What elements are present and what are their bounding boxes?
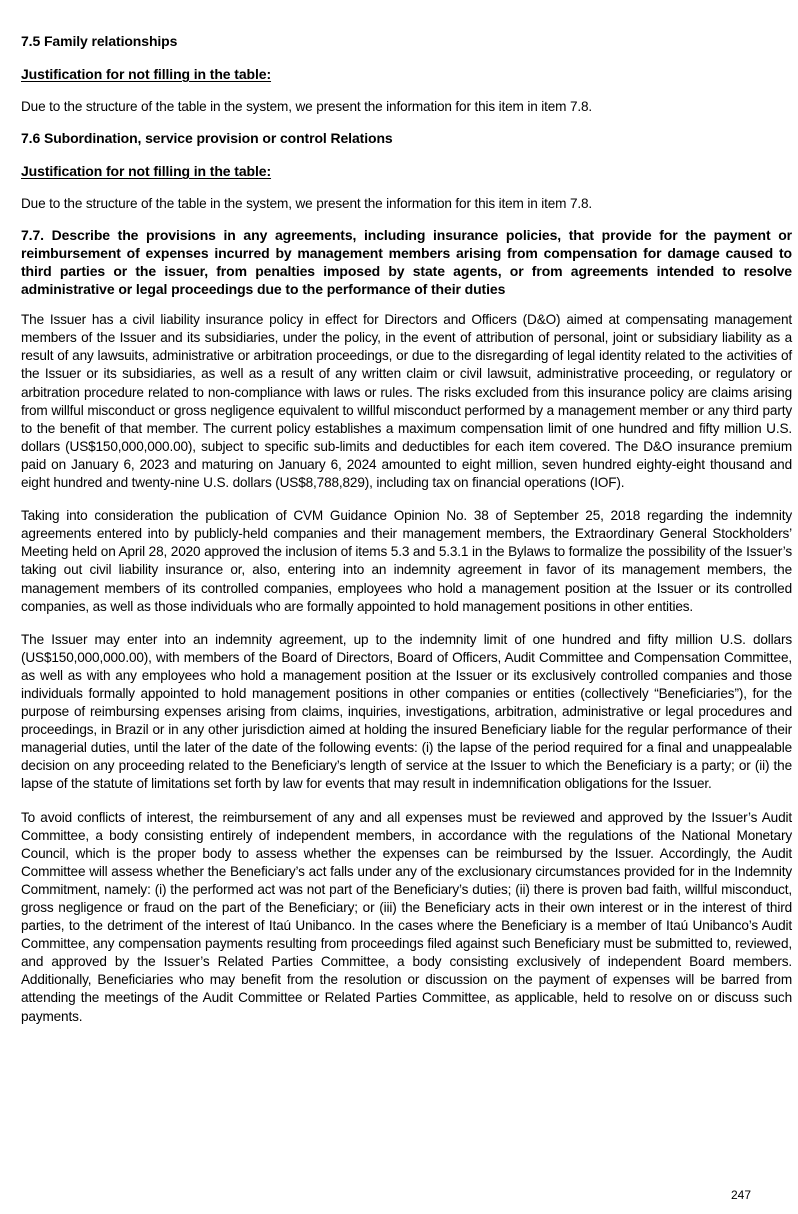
section-heading: 7.5 Family relationships bbox=[21, 33, 178, 49]
section-text: Due to the structure of the table in the system, we present the information for this item in item 7.8. bbox=[21, 99, 593, 114]
section-7-7 bbox=[21, 226, 792, 1025]
section-text: Due to the structure of the table in the system, we present the information for this item in item 7.8. bbox=[21, 196, 593, 212]
section-heading: 7.6 Subordination, service provision or control Relations bbox=[21, 130, 393, 147]
paragraph-dno-insurance: The Issuer has a civil liability insurance policy in effect for Directors and Officers (D&O) aimed at compensating management members of the Issuer and its subsidiaries, under the policy, in the event of attribution of personal, joint or subsidiary liability as a result of any lawsuits, administrative or arbitration proceedings, or due to the disregarding of legal identity related to the activities of the Issuer or its subsidiaries, as well as a result of any written claim or civil lawsuit, administrative proceeding, or regulatory or arbitration procedure related to non-compliance with laws or rules. The risks excluded from this insurance policy are claims arising from willful misconduct or gross negligence equivalent to willful misconduct performed by a management member or any third party to the benefit of that member. The current policy establishes a maximum compensation limit of one hundred and fifty million U.S. dollars (US$150,000,000.00), subject to specific sub-limits and deductibles for each item covered. The D&O insurance premium paid on January 6, 2023 and maturing on January 6, 2024 amounted to eight million, seven hundred eighty-eight thousand and eight hundred and twenty-nine U.S. dollars (US$8,788,829), including tax on financial operations (IOF). bbox=[21, 312, 792, 491]
document-page bbox=[21, 32, 792, 1041]
section-7-6 bbox=[21, 129, 792, 213]
justification-subheading: Justification for not filling in the table: bbox=[21, 163, 272, 180]
section-heading: 7.7. Describe the provisions in any agreements, including insurance policies, that provide for the payment or reimbursement of expenses incurred by management members arising from compensation for damage caused to third parties or the issuer, from penalties imposed by state agents, or from agreements intended to resolve administrative or legal proceedings due to the performance of their duties bbox=[21, 227, 792, 298]
paragraph-cvm-guidance: Taking into consideration the publication of CVM Guidance Opinion No. 38 of September 25, 2018 regarding the indemnity agreements entered into by publicly-held companies and their management members, the Extraordinary General Stockholders’ Meeting held on April 28, 2020 approved the inclusion of items 5.3 and 5.3.1 in the Bylaws to formalize the possibility of the Issuer’s taking out civil liability insurance or, also, entering into an indemnity agreement in favor of its management members, the management members of its controlled companies, employees who hold a management position at the Issuer or its controlled companies, as well as those individuals who are formally appointed to hold management positions in other entities. bbox=[21, 508, 792, 614]
justification-subheading: Justification for not filling in the table: bbox=[21, 66, 272, 82]
section-7-5 bbox=[21, 32, 792, 116]
page-number: 247 bbox=[731, 1188, 752, 1202]
paragraph-indemnity-agreement: The Issuer may enter into an indemnity agreement, up to the indemnity limit of one hundred and fifty million U.S. dollars (US$150,000,000.00), with members of the Board of Directors, Board of Officers, Audit Committee and Compensation Committee, as well as with any employees who hold a management position at the Issuer or its exclusively controlled companies and those individuals formally appointed to hold management positions in other companies or entities (collectively “Beneficiaries”), for the purpose of reimbursing expenses arising from claims, inquiries, investigations, arbitration, administrative or legal procedures and proceedings, in Brazil or in any other jurisdiction aimed at holding the insured Beneficiary liable for the regular performance of their managerial duties, until the later of the date of the following events: (i) the lapse of the period required for a final and unappealable decision on any proceeding related to the Beneficiary’s length of service at the Issuer to which the Beneficiary is a party; or (ii) the lapse of the statute of limitations set forth by law for events that may result in indemnification obligations for the Issuer. bbox=[21, 631, 792, 792]
paragraph-conflicts-of-interest: To avoid conflicts of interest, the reimbursement of any and all expenses must be reviewed and approved by the Issuer’s Audit Committee, a body consisting entirely of independent members, in accordance with the regulations of the National Monetary Council, which is the proper body to assess whether the expenses can be reimbursed by the Issuer. Accordingly, the Audit Committee will assess whether the Beneficiary’s act falls under any of the exclusionary circumstances provided for in the Indemnity Commitment, namely: (i) the performed act was not part of the Beneficiary’s duties; (ii) there is proven bad faith, willful misconduct, gross negligence or fraud on the part of the Beneficiary; or (iii) the Beneficiary acts in their own interest or in the interest of third parties, to the detriment of the interest of Itaú Unibanco. In the cases where the Beneficiary is a member of Itaú Unibanco’s Audit Committee, any compensation payments resulting from proceedings filed against such Beneficiary must be submitted to, reviewed, and approved by the Issuer’s Related Parties Committee, a body consisting exclusively of independent Board members. Additionally, Beneficiaries who may benefit from the resolution or discussion on the payment of expenses will be barred from attending the meetings of the Audit Committee or Related Parties Committee, as applicable, held to resolve on or discuss such payments. bbox=[21, 809, 792, 1024]
